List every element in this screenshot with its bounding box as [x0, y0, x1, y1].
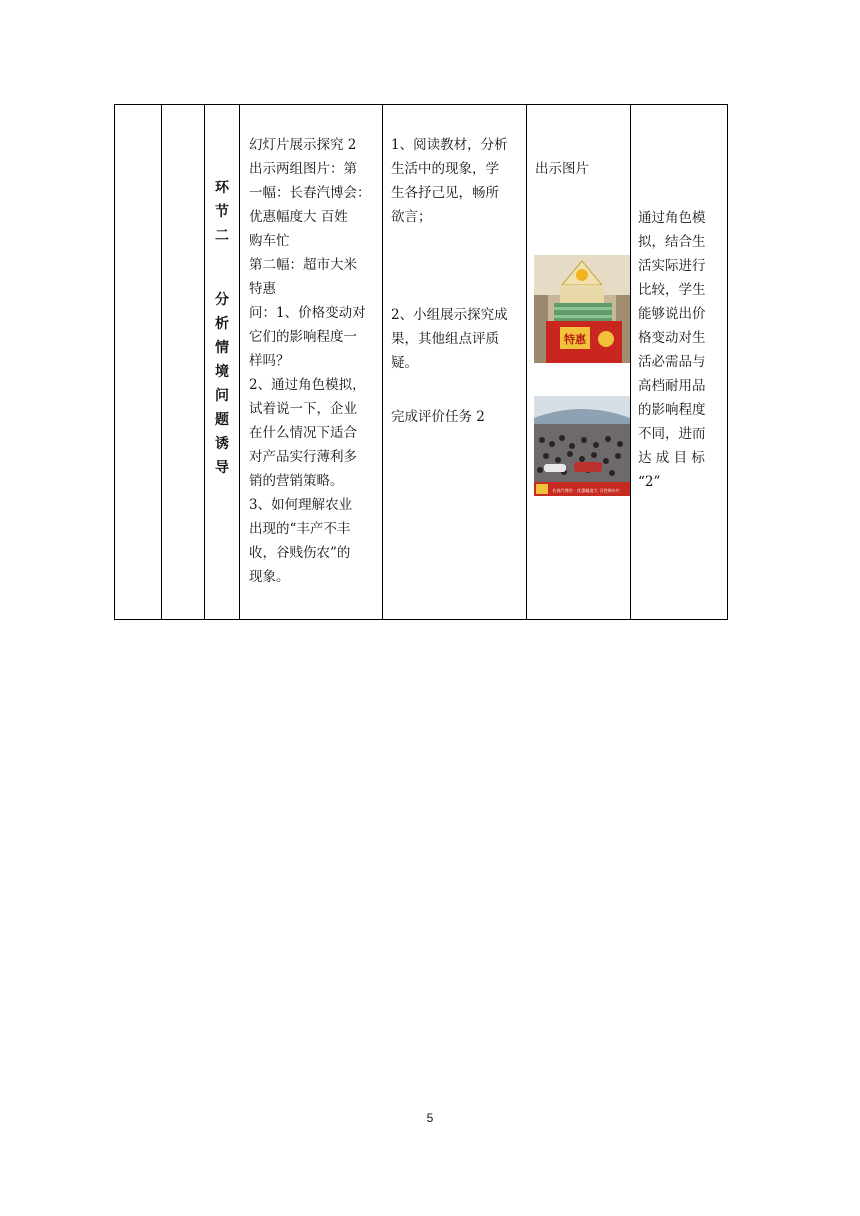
text-line: 特惠 [249, 281, 276, 297]
text-line: 3、如何理解农业 [249, 497, 353, 513]
text-line: 第二幅：超市大米 [249, 257, 357, 273]
text-line: 能够说出价 [638, 306, 706, 322]
text-line: 比较，学生 [638, 282, 706, 298]
text-line: 问：1、价格变动对 [249, 305, 366, 321]
text-line: 在什么情况下适合 [249, 425, 357, 441]
section-char: 析 [215, 315, 229, 331]
stand-banner-text: 特惠 [564, 333, 586, 346]
text-line: 疑。 [391, 355, 418, 371]
text-line: 优惠幅度大 百姓 [249, 209, 348, 225]
design-intent-cell [631, 105, 728, 620]
media-label: 出示图片 [535, 161, 589, 177]
text-line: 销的营销策略。 [249, 473, 344, 489]
empty-cell-1 [115, 105, 162, 620]
supermarket-rice-photo [534, 255, 630, 363]
teacher-activity-text [249, 133, 375, 589]
text-line: 购车忙 [249, 233, 290, 249]
text-line: 活必需品与 [638, 354, 706, 370]
table-row [115, 105, 728, 620]
section-char: 二 [215, 227, 229, 243]
text-line: 对产品实行薄利多 [249, 449, 357, 465]
section-char: 分 [215, 291, 229, 307]
page-number: 5 [426, 1111, 434, 1125]
teacher-activity-cell [240, 105, 383, 620]
section-char: 境 [215, 363, 229, 379]
section-char: 问 [215, 387, 229, 403]
section-char: 节 [215, 203, 229, 219]
text-line: 收，谷贱伤农”的 [249, 545, 351, 561]
section-name-vertical [205, 287, 239, 479]
text-line: 幻灯片展示探究 2 [249, 137, 357, 153]
text-line: 试着说一下，企业 [249, 401, 357, 417]
text-line: 生活中的现象，学 [391, 161, 499, 177]
text-line: 活实际进行 [638, 258, 706, 274]
text-line: 高档耐用品 [638, 378, 706, 394]
student-activity-cell [383, 105, 527, 620]
section-char: 题 [215, 411, 229, 427]
text-line: 不同，进而 [638, 426, 706, 442]
text-line: 生各抒己见，畅所 [391, 185, 499, 201]
text-line: 它们的影响程度一 [249, 329, 357, 345]
section-char: 导 [215, 459, 229, 475]
text-line: 样吗？ [249, 353, 290, 369]
section-number-vertical [205, 175, 239, 247]
text-line: “2” [638, 474, 661, 490]
text-line: 格变动对生 [638, 330, 706, 346]
text-line: 一幅：长春汽博会： [249, 185, 371, 201]
auto-expo-caption: 长春汽博会 · 优惠幅度大 百姓购车忙 [552, 488, 621, 493]
media-cell [527, 105, 631, 620]
text-line: 果，其他组点评质 [391, 331, 499, 347]
text-line: 2、小组展示探究成 [391, 307, 508, 323]
text-line: 欲言； [391, 209, 432, 225]
design-intent-text [638, 206, 722, 494]
section-char: 诱 [215, 435, 229, 451]
text-line: 的影响程度 [638, 402, 706, 418]
text-line: 出现的“丰产不丰 [249, 521, 351, 537]
text-line: 出示两组图片：第 [249, 161, 357, 177]
auto-expo-photo [534, 396, 630, 496]
section-title-cell [205, 105, 240, 620]
student-activity-group [391, 303, 519, 375]
text-line: 完成评价任务 2 [391, 409, 485, 425]
student-activity-task [391, 405, 519, 429]
text-line: 2、通过角色模拟， [249, 377, 366, 393]
text-line: 通过角色模 [638, 210, 706, 226]
text-line: 现象。 [249, 569, 290, 585]
text-line: 拟，结合生 [638, 234, 706, 250]
empty-cell-2 [162, 105, 205, 620]
lesson-plan-table [114, 104, 728, 620]
text-line: 达 成 目 标 [638, 450, 705, 466]
section-char: 情 [215, 339, 229, 355]
section-char: 环 [215, 179, 229, 195]
student-activity-reading [391, 133, 519, 229]
text-line: 1、阅读教材，分析 [391, 137, 508, 153]
